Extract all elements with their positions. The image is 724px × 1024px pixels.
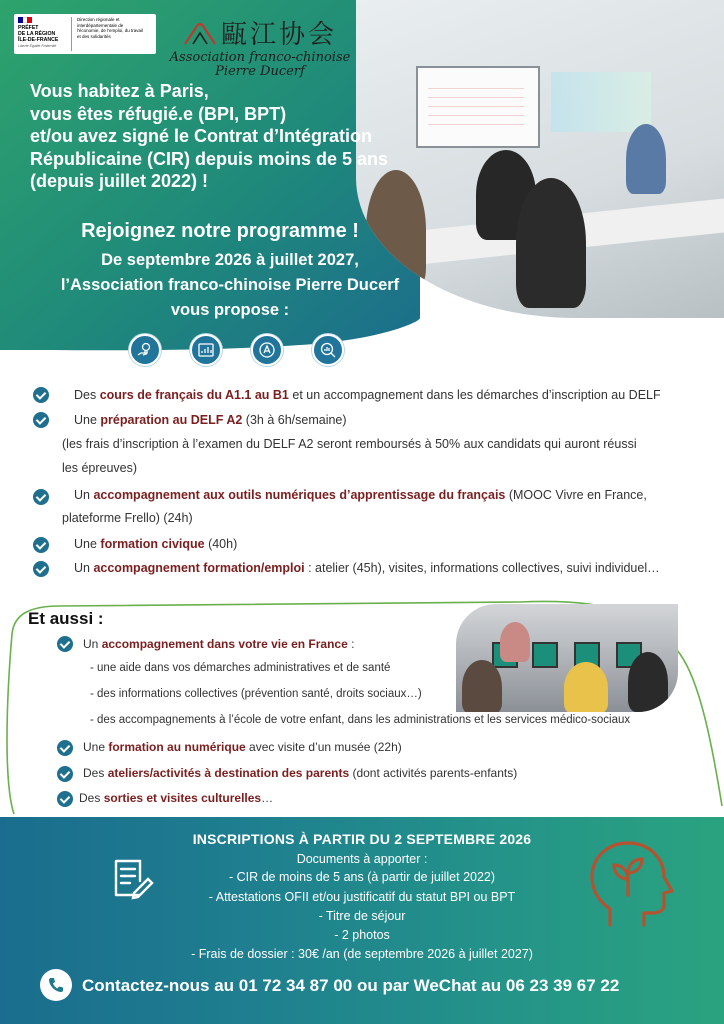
- child-figure: [500, 622, 530, 662]
- offer-item: Une préparation au DELF A2 (3h à 6h/semaine): [74, 413, 347, 427]
- association-logo: [160, 14, 360, 80]
- head-plant-icon: [580, 837, 676, 933]
- prefet-line: PRÉFET: [18, 25, 39, 31]
- check-circle-icon: [33, 489, 49, 505]
- header-banner: [0, 0, 724, 360]
- aussi-subitem: - des accompagnements à l’école de votre enfant, dans les administrations et les services médico-sociaux: [90, 714, 631, 726]
- check-circle-icon: [57, 766, 73, 782]
- offer-item: Des cours de français du A1.1 au B1 et un accompagnement dans les démarches d’inscription au DELF: [74, 388, 661, 402]
- phone-icon[interactable]: [40, 969, 72, 1001]
- prefet-motto: Liberté Égalité Fraternité: [18, 44, 57, 48]
- check-circle-icon: [33, 412, 49, 428]
- prefet-line: ÎLE-DE-FRANCE: [18, 37, 59, 43]
- check-circle-icon: [57, 791, 73, 807]
- whiteboard: [416, 66, 540, 148]
- search-chart-icon: [312, 334, 344, 366]
- offer-note: [62, 432, 712, 480]
- aussi-item: Des ateliers/activités à destination des parents (dont activités parents-enfants): [83, 766, 518, 780]
- document-pen-icon: [108, 855, 156, 903]
- offer-item: Un accompagnement formation/emploi : atelier (45h), visites, informations collectives, suivi individuel…: [74, 561, 660, 575]
- child-figure: [564, 662, 608, 712]
- intro-line: Républicaine (CIR) depuis moins de 5 ans: [30, 148, 389, 169]
- student-figure: [516, 178, 586, 308]
- program-title: Rejoignez notre programme !: [81, 220, 359, 242]
- prefet-region-logo: [14, 14, 156, 54]
- tricolor-flag-icon: [18, 17, 32, 23]
- chart-report-icon: [190, 334, 222, 366]
- language-translate-icon: [251, 334, 283, 366]
- computer-room-photo: [456, 604, 678, 712]
- registration-title: INSCRIPTIONS À PARTIR DU 2 SEPTEMBRE 2026: [192, 831, 532, 847]
- child-figure: [462, 660, 502, 712]
- check-circle-icon: [33, 387, 49, 403]
- subtitle-line: De septembre 2026 à juillet 2027,: [101, 251, 359, 269]
- association-name-line2: Pierre Ducerf: [215, 64, 305, 79]
- association-name: Association franco-chinoise: [169, 50, 351, 65]
- offer-item: Un accompagnement aux outils numériques d’apprentissage du français (MOOC Vivre en France,: [74, 488, 647, 502]
- check-circle-icon: [33, 561, 49, 577]
- intro-line: et/ou avez signé le Contrat d’Intégration: [30, 126, 373, 146]
- offer-item: Une formation civique (40h): [74, 537, 238, 551]
- aussi-item: Un accompagnement dans votre vie en France :: [83, 637, 355, 651]
- intro-line: (depuis juillet 2022) !: [30, 171, 209, 191]
- association-ideograms: 甌江协会: [220, 20, 337, 50]
- document-item: - 2 photos: [334, 928, 390, 942]
- aussi-item: Des sorties et visites culturelles…: [79, 791, 274, 805]
- document-item: - Frais de dossier : 30€ /an (de septembre 2026 à juillet 2027): [191, 947, 533, 961]
- prefet-line: DE LA RÉGION: [18, 31, 56, 37]
- subtitle-line: l’Association franco-chinoise Pierre Ducerf: [60, 276, 400, 294]
- aussi-item: Une formation au numérique avec visite d’un musée (22h): [83, 740, 402, 754]
- subtitle-line: vous propose :: [170, 301, 290, 319]
- check-circle-icon: [57, 636, 73, 652]
- note-line: les épreuves): [62, 461, 138, 475]
- note-line: plateforme Frello) (24h): [62, 511, 193, 525]
- document-item: - CIR de moins de 5 ans (à partir de juillet 2022): [228, 870, 496, 884]
- lightbulb-hand-icon: [129, 334, 161, 366]
- check-circle-icon: [33, 537, 49, 553]
- document-item: - Attestations OFII et/ou justificatif du statut BPI ou BPT: [208, 890, 516, 904]
- registration-footer: [0, 817, 724, 1024]
- program-subtitle: [20, 248, 440, 323]
- note-line: (les frais d’inscription à l’examen du DELF A2 seront remboursés à 50% aux candidats qui auront réussi: [62, 437, 637, 451]
- aussi-subitem: - des informations collectives (prévention santé, droits sociaux…): [90, 688, 422, 700]
- document-item: - Titre de séjour: [318, 909, 406, 923]
- check-circle-icon: [57, 740, 73, 756]
- intro-line: Vous habitez à Paris,: [30, 81, 209, 101]
- mountain-mark-icon: [183, 20, 217, 46]
- intro-line: vous êtes réfugié.e (BPI, BPT): [30, 103, 287, 124]
- monitor: [532, 642, 558, 668]
- aussi-title: Et aussi :: [28, 609, 104, 628]
- projection-screen: [551, 72, 651, 132]
- logo-divider: [71, 17, 72, 51]
- documents-title: Documents à apporter :: [296, 852, 428, 866]
- contact-line[interactable]: Contactez-nous au 01 72 34 87 00 ou par WeChat au 06 23 39 67 22: [82, 976, 620, 995]
- intro-heading: [30, 80, 420, 193]
- teacher-figure: [626, 124, 666, 194]
- offer-note: [62, 506, 712, 530]
- child-figure: [628, 652, 668, 712]
- prefet-direction-text: Direction régionale et interdépartementale de l'économie, de l'emploi, du travail et des solidarités: [77, 17, 144, 39]
- aussi-subitem: - une aide dans vos démarches administratives et de santé: [90, 662, 391, 674]
